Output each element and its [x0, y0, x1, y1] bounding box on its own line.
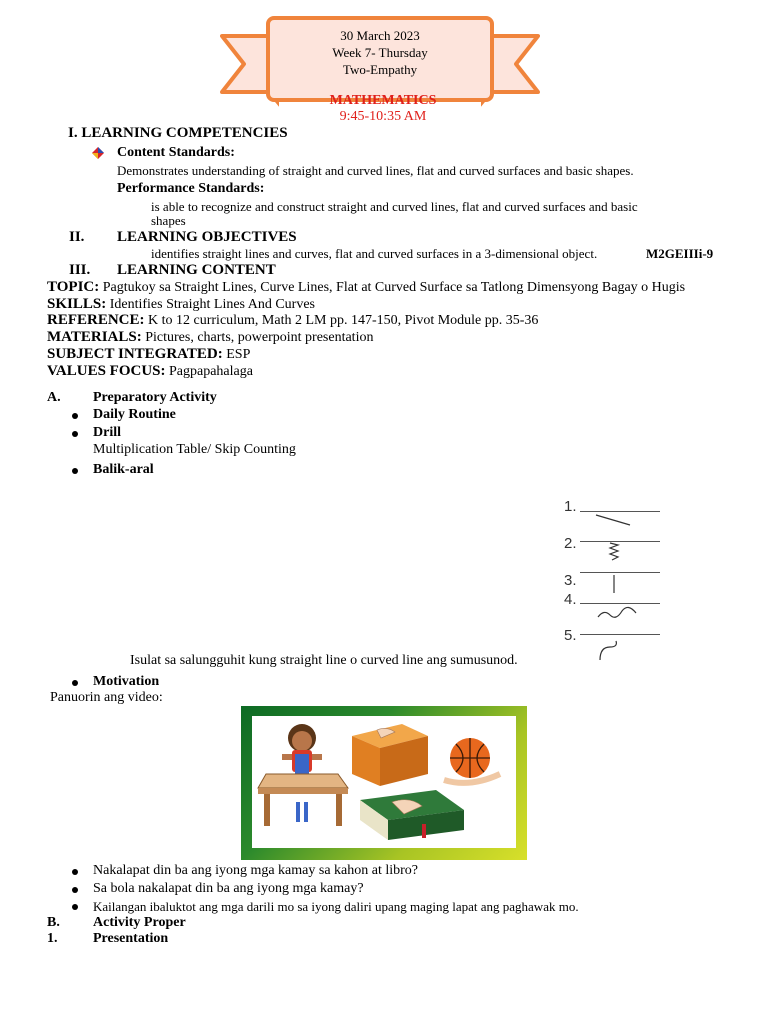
bullet-icon [72, 413, 78, 419]
activity-b-heading: Activity Proper [93, 915, 186, 930]
worksheet-number: 4. [564, 591, 577, 608]
activity-b-letter: B. [47, 915, 60, 930]
values-focus-label: VALUES FOCUS: [47, 363, 166, 379]
materials-label: MATERIALS: [47, 329, 142, 345]
bullet-icon [72, 431, 78, 437]
worksheet-instruction: Isulat sa salungguhit kung straight line o curved line ang sumusunod. [130, 653, 518, 668]
subject-title: MATHEMATICS [329, 93, 437, 108]
balik-aral: Balik-aral [93, 462, 154, 477]
skills-value: Identifies Straight Lines And Curves [109, 297, 316, 312]
content-numeral: III. [69, 262, 91, 278]
materials-value: Pictures, charts, powerpoint presentation [145, 330, 374, 345]
reference-row [47, 312, 538, 329]
drill-text: Multiplication Table/ Skip Counting [93, 442, 296, 457]
bullet-icon [72, 887, 78, 893]
reference-value: K to 12 curriculum, Math 2 LM pp. 147-150, Pivot Module pp. 35-36 [148, 313, 539, 328]
diamond-bullet-icon [92, 147, 104, 159]
motivation-picture [241, 706, 527, 860]
objectives-heading: LEARNING OBJECTIVES [117, 229, 297, 245]
question-3: Kailangan ibaluktot ang mga darili mo sa iyong daliri upang maging lapat ang paghawak mo. [93, 899, 579, 914]
book-icon [360, 790, 464, 840]
worksheet-number: 3. [564, 572, 577, 589]
values-focus-row [47, 363, 253, 380]
box-icon [352, 724, 428, 786]
lesson-time: 9:45-10:35 AM [339, 109, 427, 124]
illustration [252, 716, 516, 848]
drawn-lines-figure [590, 505, 660, 665]
question-1: Nakalapat din ba ang iyong mga kamay sa kahon at libro? [93, 863, 419, 878]
objectives-code: M2GEIIIi-9 [646, 246, 714, 261]
topic-label: TOPIC: [47, 279, 100, 295]
bullet-icon [72, 904, 78, 910]
bullet-icon [72, 869, 78, 875]
worksheet-number: 2. [564, 535, 577, 552]
performance-standards-line1: is able to recognize and construct straight and curved lines, flat and curved surfaces and basic [151, 199, 638, 214]
values-focus-value: Pagpapahalaga [169, 364, 253, 379]
reference-label: REFERENCE: [47, 312, 145, 328]
bullet-icon [72, 468, 78, 474]
content-heading: LEARNING CONTENT [117, 262, 276, 278]
skills-row [47, 296, 315, 313]
girl-icon [282, 724, 322, 774]
motivation: Motivation [93, 674, 160, 689]
skills-label: SKILLS: [47, 296, 107, 312]
competencies-heading: I. LEARNING COMPETENCIES [68, 125, 288, 141]
basketball-icon [444, 738, 500, 783]
subject-integrated-row [47, 346, 250, 363]
performance-standards-line2: shapes [151, 213, 186, 228]
objectives-text: identifies straight lines and curves, flat and curved surfaces in a 3-dimensional object. [151, 246, 598, 261]
lesson-section: Two-Empathy [342, 62, 418, 77]
lesson-date: 30 March 2023 [340, 28, 420, 43]
presentation-number: 1. [47, 931, 58, 946]
worksheet-number: 1. [564, 498, 577, 515]
topic-row [47, 279, 685, 296]
materials-row [47, 329, 373, 346]
worksheet-number: 5. [564, 627, 577, 644]
question-2: Sa bola nakalapat din ba ang iyong mga kamay? [93, 881, 364, 896]
bullet-icon [72, 680, 78, 686]
daily-routine: Daily Routine [93, 407, 176, 422]
content-standards-label: Content Standards: [117, 145, 235, 160]
content-standards-text: Demonstrates understanding of straight and curved lines, flat and curved surfaces and basic shapes. [117, 163, 634, 178]
performance-standards-label: Performance Standards: [117, 181, 265, 196]
objectives-numeral: II. [69, 229, 85, 245]
picture-inner [252, 716, 516, 848]
activity-a-heading: Preparatory Activity [93, 390, 217, 405]
desk-icon [258, 774, 348, 826]
topic-value: Pagtukoy sa Straight Lines, Curve Lines, Flat at Curved Surface sa Tatlong Dimensyong Bagay o Hugis [102, 280, 686, 295]
subject-integrated-value: ESP [226, 347, 251, 362]
lesson-week: Week 7- Thursday [332, 45, 428, 60]
subject-integrated-label: SUBJECT INTEGRATED: [47, 346, 223, 362]
drill: Drill [93, 425, 121, 440]
presentation-heading: Presentation [93, 931, 169, 946]
video-label: Panuorin ang video: [50, 690, 163, 705]
activity-a-letter: A. [47, 390, 61, 405]
